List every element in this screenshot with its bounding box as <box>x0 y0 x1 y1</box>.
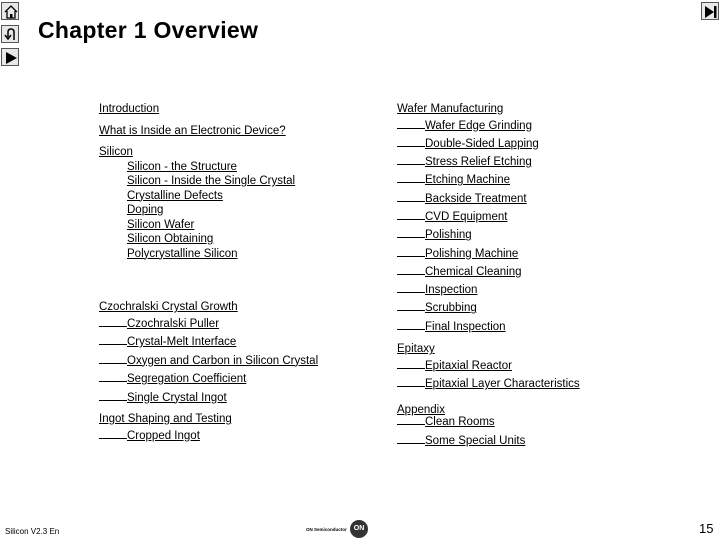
link-underline-spacer <box>99 389 127 401</box>
appendix-sublist <box>397 413 697 450</box>
toc-sub-link[interactable]: CVD Equipment <box>425 210 508 223</box>
link-wafer-manufacturing[interactable]: Wafer Manufacturing <box>397 103 504 115</box>
toc-sub-link[interactable]: Silicon Obtaining <box>127 233 214 245</box>
ingot-sublist <box>99 427 389 446</box>
toc-sub-item <box>397 432 697 451</box>
link-underline-spacer <box>99 315 127 327</box>
toc-sub-link[interactable]: Crystal-Melt Interface <box>127 336 237 348</box>
link-underline-spacer <box>397 153 425 165</box>
link-underline-spacer <box>99 427 127 439</box>
epitaxy-sublist <box>397 357 697 394</box>
link-underline-spacer <box>397 171 425 183</box>
link-underline-spacer <box>397 432 425 444</box>
return-icon <box>2 26 20 44</box>
toc-right-column <box>397 102 697 450</box>
link-underline-spacer <box>397 190 425 202</box>
toc-sub-link[interactable]: Czochralski Puller <box>127 317 220 330</box>
link-underline-spacer <box>397 413 425 425</box>
wafer-sublist <box>397 117 697 337</box>
toc-sub-item <box>99 232 389 247</box>
toc-sub-link[interactable]: Cropped Ingot <box>127 429 200 442</box>
toc-sub-link[interactable]: Double-Sided Lapping <box>425 137 539 150</box>
link-underline-spacer <box>397 357 425 369</box>
toc-sub-link[interactable]: Some Special Units <box>425 434 526 447</box>
toc-sub-item <box>397 171 697 189</box>
toc-sub-item <box>397 226 697 244</box>
toc-sub-item <box>397 245 697 263</box>
toc-sub-item <box>99 189 389 204</box>
next-button[interactable] <box>1 48 19 66</box>
company-logo-text: ON Semiconductor <box>306 527 347 532</box>
toc-sub-link[interactable]: Polycrystalline Silicon <box>127 247 238 260</box>
page-title: Chapter 1 Overview <box>38 17 259 43</box>
link-underline-spacer <box>397 263 425 275</box>
toc-sub-item <box>397 190 697 208</box>
toc-sub-item <box>397 375 697 394</box>
home-button[interactable] <box>1 2 19 20</box>
link-introduction[interactable]: Introduction <box>99 103 160 115</box>
link-underline-spacer <box>397 208 425 220</box>
silicon-sublist <box>99 160 389 262</box>
link-what-inside[interactable]: What is Inside an Electronic Device? <box>99 124 286 137</box>
return-button[interactable] <box>1 25 19 43</box>
toc-sub-item <box>397 153 697 171</box>
link-underline-spacer <box>397 135 425 147</box>
toc-sub-item <box>99 174 389 189</box>
last-page-button[interactable] <box>701 2 719 20</box>
toc-sub-item <box>397 357 697 376</box>
company-logo: ON <box>350 520 368 538</box>
link-silicon[interactable]: Silicon <box>99 146 133 158</box>
toc-sub-link[interactable]: Epitaxial Reactor <box>425 359 512 372</box>
link-underline-spacer <box>397 299 425 311</box>
toc-sub-item <box>99 160 389 175</box>
link-epitaxy[interactable]: Epitaxy <box>397 343 435 356</box>
link-underline-spacer <box>99 333 127 345</box>
toc-sub-link[interactable]: Oxygen and Carbon in Silicon Crystal <box>127 354 319 367</box>
toc-sub-item <box>397 299 697 317</box>
toc-sub-item <box>397 135 697 153</box>
toc-sub-link[interactable]: Chemical Cleaning <box>425 265 522 278</box>
toc-sub-item <box>397 117 697 135</box>
toc-sub-link[interactable]: Polishing <box>425 229 472 242</box>
czochralski-sublist <box>99 315 389 408</box>
toc-sub-link[interactable]: Scrubbing <box>425 302 477 315</box>
toc-sub-item <box>397 208 697 226</box>
toc-sub-item <box>99 389 389 408</box>
link-underline-spacer <box>397 375 425 387</box>
link-ingot[interactable]: Ingot Shaping and Testing <box>99 413 232 425</box>
toc-sub-link[interactable]: Doping <box>127 204 164 216</box>
link-underline-spacer <box>99 370 127 382</box>
toc-sub-item <box>99 247 389 262</box>
link-underline-spacer <box>397 245 425 257</box>
toc-sub-link[interactable]: Segregation Coefficient <box>127 373 247 385</box>
toc-sub-link[interactable]: Final Inspection <box>425 320 506 333</box>
page-number: 15 <box>699 521 714 536</box>
footer-course-label: Silicon V2.3 En <box>5 527 60 536</box>
link-czochralski[interactable]: Czochralski Crystal Growth <box>99 301 238 313</box>
home-icon <box>2 3 20 21</box>
toc-sub-link[interactable]: Etching Machine <box>425 174 511 187</box>
toc-sub-link[interactable]: Silicon Wafer <box>127 218 195 231</box>
toc-sub-link[interactable]: Crystalline Defects <box>127 189 223 202</box>
toc-sub-item <box>397 318 697 336</box>
link-underline-spacer <box>99 352 127 364</box>
toc-sub-item <box>99 370 389 389</box>
toc-sub-item <box>99 315 389 334</box>
toc-sub-link[interactable]: Polishing Machine <box>425 247 519 260</box>
toc-sub-link[interactable]: Clean Rooms <box>425 416 495 429</box>
toc-sub-link[interactable]: Backside Treatment <box>425 192 527 205</box>
toc-sub-link[interactable]: Inspection <box>425 284 478 297</box>
toc-sub-link[interactable]: Wafer Edge Grinding <box>425 119 532 132</box>
toc-sub-item <box>99 352 389 371</box>
toc-sub-link[interactable]: Silicon - Inside the Single Crystal <box>127 175 296 187</box>
toc-sub-item <box>99 333 389 352</box>
toc-sub-link[interactable]: Silicon - the Structure <box>127 160 237 173</box>
last-page-icon <box>702 3 720 21</box>
toc-sub-item <box>99 218 389 233</box>
toc-sub-item <box>397 281 697 299</box>
play-next-icon <box>2 49 20 67</box>
toc-sub-item <box>397 263 697 281</box>
toc-left-column <box>99 102 389 445</box>
link-underline-spacer <box>397 226 425 238</box>
link-underline-spacer <box>397 281 425 293</box>
toc-sub-link[interactable]: Epitaxial Layer Characteristics <box>425 378 580 391</box>
toc-sub-link[interactable]: Stress Relief Etching <box>425 156 532 169</box>
toc-sub-item <box>397 413 697 432</box>
toc-sub-item <box>99 203 389 218</box>
link-appendix[interactable]: Appendix <box>397 403 445 416</box>
toc-sub-item <box>99 427 389 446</box>
toc-sub-link[interactable]: Single Crystal Ingot <box>127 391 227 404</box>
link-underline-spacer <box>397 318 425 330</box>
link-underline-spacer <box>397 117 425 129</box>
